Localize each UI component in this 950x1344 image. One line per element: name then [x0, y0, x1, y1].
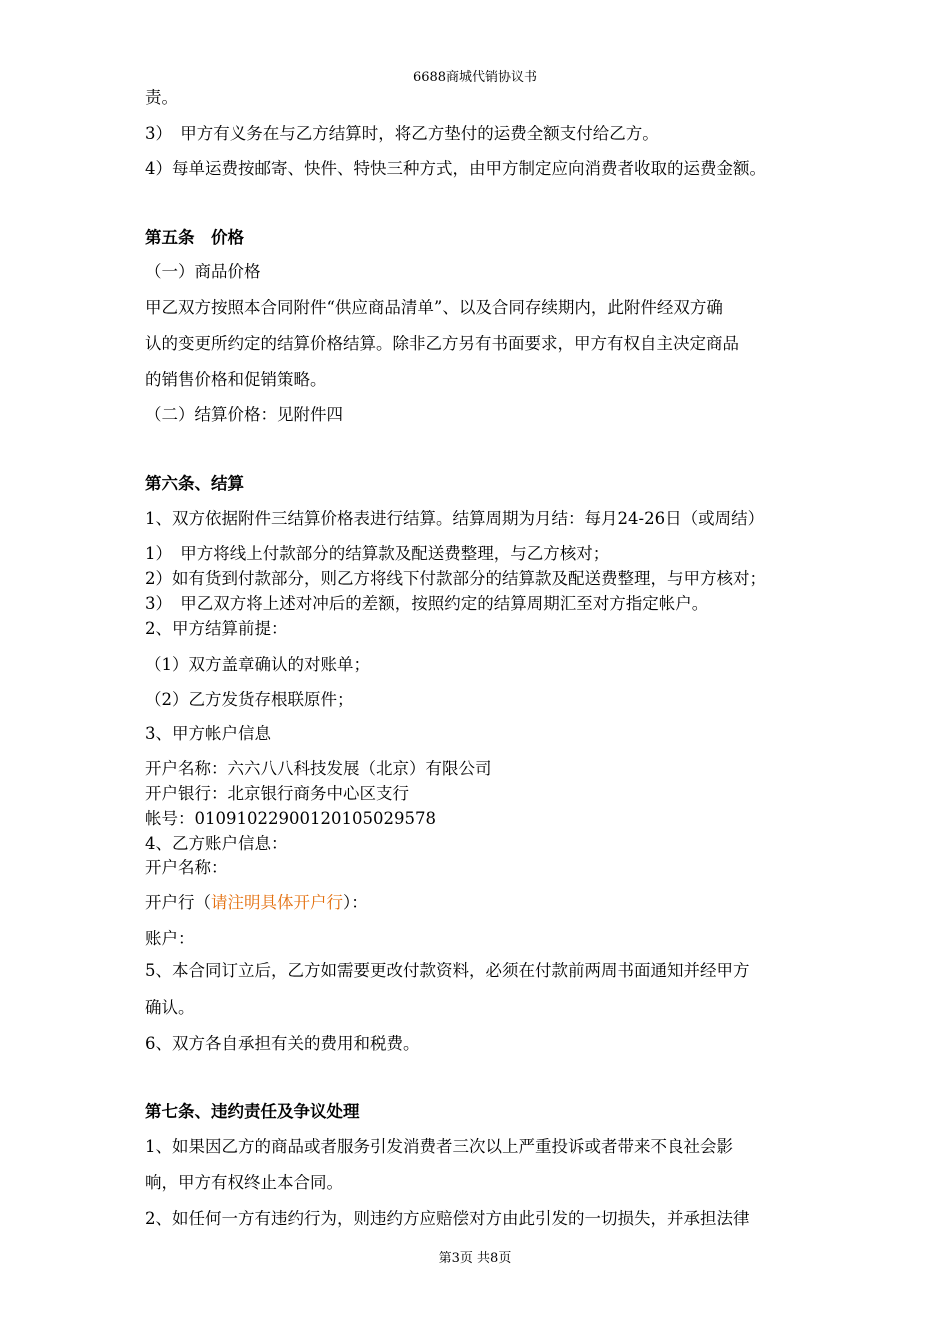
text-line: 开户银行：北京银行商务中心区支行: [145, 784, 409, 803]
section-heading: 第七条、违约责任及争议处理: [145, 1102, 360, 1121]
text-line: 1） 甲方将线上付款部分的结算款及配送费整理，与乙方核对；: [145, 544, 610, 563]
text-line: 开户名称：: [145, 858, 228, 877]
text-line: 2）如有货到付款部分，则乙方将线下付款部分的结算款及配送费整理，与甲方核对；: [145, 569, 766, 588]
text-line: （二）结算价格：见附件四: [145, 405, 343, 424]
text-line: 账户：: [145, 929, 195, 948]
text-fragment: 开户行（: [145, 893, 211, 912]
page-header: 6688商城代销协议书: [412, 70, 538, 85]
text-fragment: ）：: [343, 893, 368, 912]
text-line: 帐号：01091022900120105029578: [145, 809, 436, 828]
text-line: 3、甲方帐户信息: [145, 724, 271, 743]
text-line: 开户名称：六六八八科技发展（北京）有限公司: [145, 759, 492, 778]
text-line: 5、本合同订立后，乙方如需要更改付款资料，必须在付款前两周书面通知并经甲方: [145, 961, 750, 980]
text-line: 责。: [145, 88, 178, 107]
text-line: 4、乙方账户信息：: [145, 834, 288, 853]
text-line: （一）商品价格: [145, 262, 261, 281]
text-line: [145, 893, 368, 913]
text-line: 4）每单运费按邮寄、快件、特快三种方式，由甲方制定应向消费者收取的运费金额。: [145, 159, 766, 178]
text-line: 1、双方依据附件三结算价格表进行结算。结算周期为月结：每月24-26日（或周结）: [145, 509, 765, 528]
text-line: 甲乙双方按照本合同附件“供应商品清单”、以及合同存续期内，此附件经双方确: [145, 298, 723, 317]
text-line: 确认。: [145, 998, 195, 1017]
page-footer: 第3页 共8页: [438, 1251, 512, 1266]
section-heading: 第五条 价格: [145, 228, 244, 247]
text-line: 6、双方各自承担有关的费用和税费。: [145, 1034, 420, 1053]
text-line: 3） 甲乙双方将上述对冲后的差额，按照约定的结算周期汇至对方指定帐户。: [145, 594, 709, 613]
text-line: 2、甲方结算前提：: [145, 619, 288, 638]
text-line: 的销售价格和促销策略。: [145, 370, 327, 389]
section-heading: 第六条、结算: [145, 474, 244, 493]
text-line: 认的变更所约定的结算价格结算。除非乙方另有书面要求，甲方有权自主决定商品: [145, 334, 739, 353]
text-line: 2、如任何一方有违约行为，则违约方应赔偿对方由此引发的一切损失，并承担法律: [145, 1209, 750, 1228]
text-line: （2）乙方发货存根联原件；: [145, 690, 354, 709]
text-line: 响，甲方有权终止本合同。: [145, 1173, 343, 1192]
text-line: （1）双方盖章确认的对账单；: [145, 655, 370, 674]
placeholder-note: 请注明具体开户行: [211, 893, 343, 912]
text-line: 1、如果因乙方的商品或者服务引发消费者三次以上严重投诉或者带来不良社会影: [145, 1137, 733, 1156]
text-line: 3） 甲方有义务在与乙方结算时，将乙方垫付的运费全额支付给乙方。: [145, 124, 659, 143]
